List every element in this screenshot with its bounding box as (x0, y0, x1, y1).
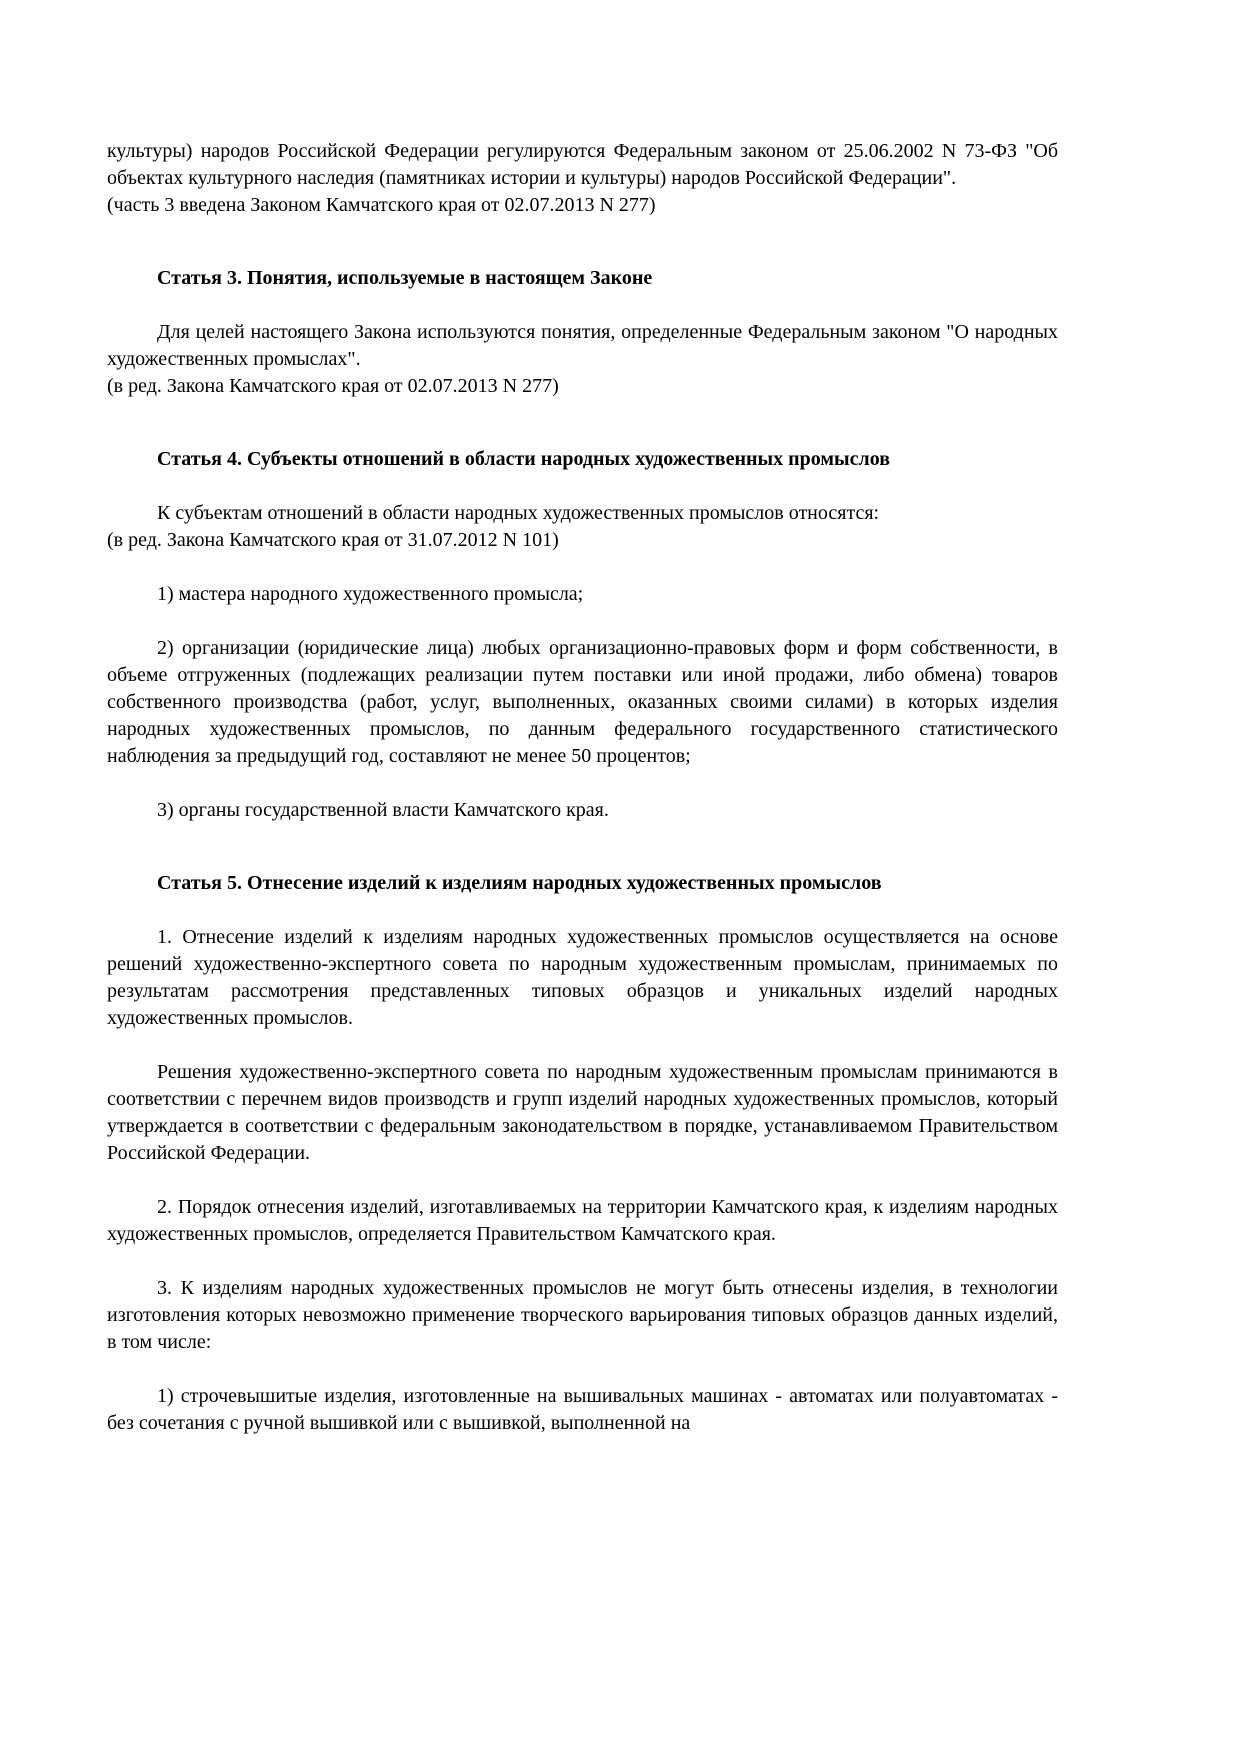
article-5-paragraph-3: 3. К изделиям народных художественных промыслов не могут быть отнесены изделия, в технологии изготовления которых невозможно применение творческого варьирования типовых образцов данных изделий, в том числе: (107, 1277, 1058, 1353)
paragraph-continuation: культуры) народов Российской Федерации регулируются Федеральным законом от 25.06.2002 N 73-ФЗ "Об объектах культурного наследия (памятниках истории и культуры) народов Российской Федерации". (107, 140, 1058, 189)
article-5-list-item-1: 1) строчевышитые изделия, изготовленные на вышивальных машинах - автоматах или полуавтоматах - без сочетания с ручной вышивкой или с вышивкой, выполненной на (107, 1385, 1058, 1434)
article-4-heading: Статья 4. Субъекты отношений в области народных художественных промыслов (157, 448, 891, 470)
article-3-heading: Статья 3. Понятия, используемые в настоящем Законе (157, 267, 653, 289)
article-3-paragraph: Для целей настоящего Закона используются понятия, определенные Федеральным законом "О народных художественных промыслах". (107, 321, 1058, 370)
amendment-note: (в ред. Закона Камчатского края от 02.07.2013 N 277) (107, 375, 559, 397)
article-4-paragraph: К субъектам отношений в области народных художественных промыслов относятся: (157, 502, 880, 524)
amendment-note: (часть 3 введена Законом Камчатского края от 02.07.2013 N 277) (107, 194, 656, 216)
amendment-note: (в ред. Закона Камчатского края от 31.07.2012 N 101) (107, 529, 559, 551)
article-4-list-item-2: 2) организации (юридические лица) любых организационно-правовых форм и форм собственности, в объеме отгруженных (подлежащих реализации путем поставки или иной продажи, либо обмена) товаров собственного производства (работ, услуг, выполненных, оказанных своими силами) в которых изделия народных художественных промыслов, по данным федерального государственного статистического наблюдения за предыдущий год, составляют не менее 50 процентов; (107, 637, 1058, 767)
article-4-list-item-1: 1) мастера народного художественного промысла; (157, 583, 584, 605)
article-5-paragraph-2: 2. Порядок отнесения изделий, изготавливаемых на территории Камчатского края, к изделиям народных художественных промыслов, определяется Правительством Камчатского края. (107, 1196, 1058, 1245)
article-5-paragraph-1: 1. Отнесение изделий к изделиям народных художественных промыслов осуществляется на основе решений художественно-экспертного совета по народным художественным промыслам, принимаемых по результатам рассмотрения представленных типовых образцов и уникальных изделий народных художественных промыслов. (107, 926, 1058, 1029)
article-5-heading: Статья 5. Отнесение изделий к изделиям народных художественных промыслов (157, 872, 882, 894)
article-5-paragraph-1a: Решения художественно-экспертного совета по народным художественным промыслам принимаются в соответствии с перечнем видов производств и групп изделий народных художественных промыслов, который утверждается в соответствии с федеральным законодательством в порядке, устанавливаемом Правительством Российской Федерации. (107, 1061, 1058, 1164)
article-4-list-item-3: 3) органы государственной власти Камчатского края. (157, 799, 609, 821)
